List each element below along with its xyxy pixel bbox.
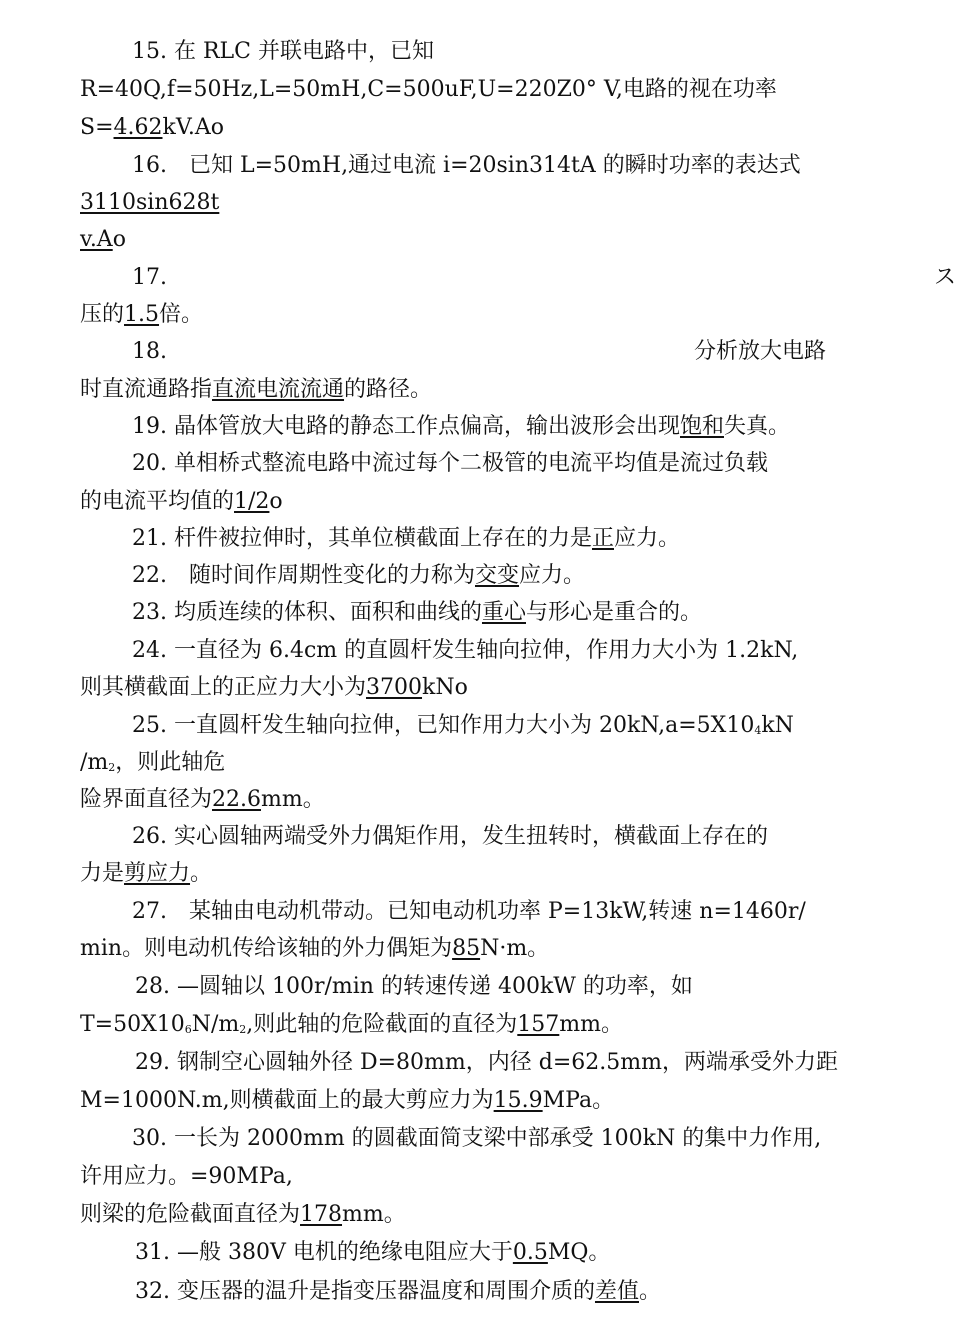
answer-blank: 1/2: [234, 489, 270, 514]
q17-line1: 17.: [132, 265, 167, 290]
q26-line1: 26. 实心圆轴两端受外力偶矩作用，发生扭转时，横截面上存在的: [132, 824, 768, 849]
q30-line1: 30. 一长为 2000mm 的圆截面简支梁中部承受 100kN 的集中力作用,: [132, 1126, 822, 1151]
q22-line1: 22. 随时间作周期性变化的力称为交变应力。: [132, 563, 586, 588]
q16-line2: [80, 188, 219, 218]
q15-line1: 15. 在 RLC 并联电路中，已知: [132, 39, 434, 64]
q25-line3: 险界面直径为22.6mm。: [80, 787, 325, 812]
q30-line2: 许用应力。=90MPa,: [80, 1164, 293, 1189]
q30-line3: 则梁的危险截面直径为178mm。: [80, 1202, 406, 1227]
answer-blank: 3110sin628t: [80, 190, 220, 215]
q20-line2: 的电流平均值的1/2o: [80, 489, 283, 514]
q27-line2: min。则电动机传给该轴的外力偶矩为85N·m。: [80, 936, 550, 961]
q17-edge-fragment: ス: [934, 265, 956, 290]
answer-blank: 交变: [475, 563, 520, 588]
q29-line2: M=1000N.m,则横截面上的最大剪应力为15.9MPa。: [80, 1088, 615, 1113]
q19-line1: 19. 晶体管放大电路的静态工作点偏高，输出波形会出现饱和失真。: [132, 414, 791, 439]
answer-blank: 饱和: [679, 414, 724, 439]
answer-blank: 差值: [594, 1279, 639, 1304]
answer-blank: 重心: [481, 600, 526, 625]
q28-line2: T=50X106N/m2,则此轴的危险截面的直径为157mm。: [80, 1012, 624, 1037]
q25-line1: 25. 一直圆杆发生轴向拉伸，已知作用力大小为 20kN,a=5X104kN: [132, 713, 794, 738]
q17-line2: 压的1.5倍。: [80, 302, 204, 327]
answer-blank: 178: [300, 1202, 343, 1227]
answer-blank: 直流电流流通: [212, 377, 345, 402]
answer-blank: 剪应力: [124, 861, 191, 886]
q18-right-fragment: 分析放大电路: [694, 339, 827, 364]
q27-line1: 27. 某轴由电动机带动。已知电动机功率 P=13kW,转速 n=1460r/: [132, 899, 806, 924]
answer-blank: 正: [591, 526, 614, 551]
q32-line1: 32. 变压器的温升是指变压器温度和周围介质的差值。: [135, 1279, 662, 1304]
q16-line3: v.Ao: [80, 227, 126, 252]
answer-blank: v.A: [80, 227, 113, 252]
answer-blank: 0.5: [512, 1240, 548, 1265]
q24-line1: 24. 一直径为 6.4cm 的直圆杆发生轴向拉伸，作用力大小为 1.2kN,: [132, 638, 799, 663]
q31-line1: 31. —般 380V 电机的绝缘电阻应大于0.5MQ。: [135, 1240, 611, 1265]
q29-line1: 29. 钢制空心圆轴外径 D=80mm，内径 d=62.5mm，两端承受外力距: [135, 1050, 838, 1075]
q16-line1: 16. 已知 L=50mH,通过电流 i=20sin314tA 的瞬时功率的表达式: [132, 153, 801, 178]
answer-blank: 85: [452, 936, 481, 961]
answer-blank: 1.5: [124, 302, 160, 327]
q20-line1: 20. 单相桥式整流电路中流过每个二极管的电流平均值是流过负载: [132, 451, 768, 476]
q21-line1: 21. 杆件被拉伸时，其单位横截面上存在的力是正应力。: [132, 526, 681, 551]
q24-line2: 则其横截面上的正应力大小为3700kNo: [80, 675, 468, 700]
q23-line1: 23. 均质连续的体积、面积和曲线的重心与形心是重合的。: [132, 600, 703, 625]
answer-blank: 22.6: [212, 787, 261, 812]
q28-line1: 28. —圆轴以 100r/min 的转速传递 400kW 的功率，如: [135, 974, 693, 999]
answer-blank: 3700: [366, 675, 423, 700]
q25-line2: /m2，则此轴危: [80, 750, 226, 775]
answer-blank: 4.62: [113, 115, 163, 140]
answer-blank: 15.9: [493, 1088, 543, 1113]
q18-line2: 时直流通路指直流电流流通的路径。: [80, 377, 433, 402]
q15-line2: R=40Q,f=50Hz,L=50mH,C=500uF,U=220Z0° V,电路的视在功率: [80, 77, 777, 102]
q18-line1: 18.: [132, 339, 167, 364]
answer-blank: 157: [517, 1012, 560, 1037]
q26-line2: 力是剪应力。: [80, 861, 213, 886]
q15-line3: S=4.62kV.Ao: [80, 115, 224, 140]
